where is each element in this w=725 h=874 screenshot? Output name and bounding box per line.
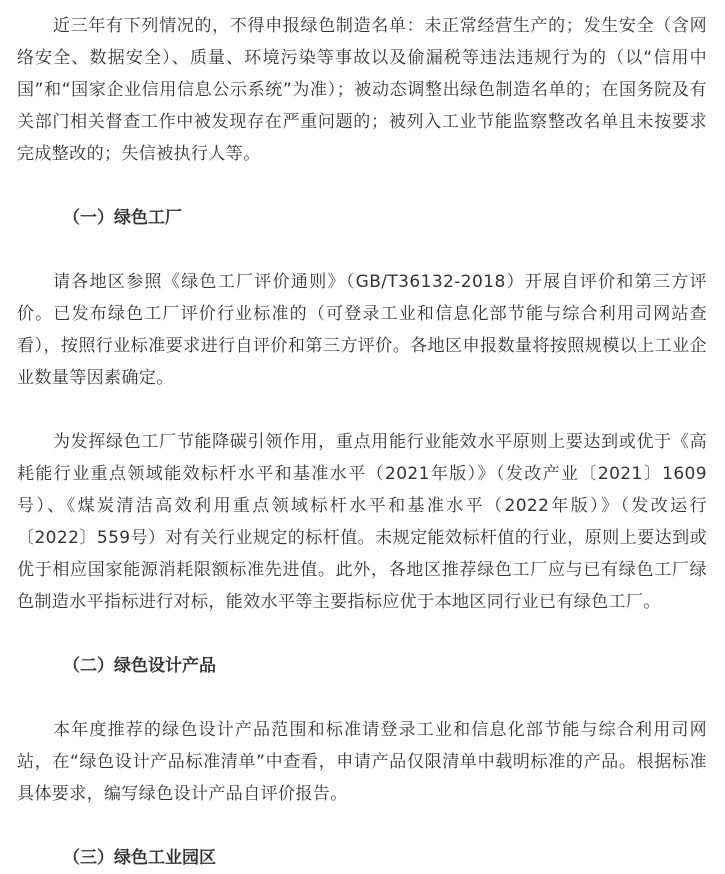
spacer [17,618,707,650]
paragraph-green-factory-energy: 为发挥绿色工厂节能降碳引领作用，重点用能行业能效水平原则上要达到或优于《高耗能行业重点领域能效标杆水平和基准水平（2021年版）》（发改产业〔2021〕1609号）、《煤炭清洁高效利用重点领域标杆水平和基准水平（2022年版）》（发改运行〔2022〕559号）对有关行业规定的标杆值。未规定能效标杆值的行业，原则上要达到或优于相应国家能源消耗限额标准先进值。此外，各地区推荐绿色工厂应与已有绿色工厂绿色制造水平指标进行对标，能效水平等主要指标应优于本地区同行业已有绿色工厂。 [17,432,707,612]
paragraph-green-design-product: 本年度推荐的绿色设计产品范围和标准请登录工业和信息化部节能与综合利用司网站，在“绿色设计产品标准清单”中查看，申请产品仅限清单中载明标准的产品。根据标准具体要求，编写绿色设计产品自评价报告。 [17,720,707,804]
spacer [17,170,707,202]
section-heading-green-design-product: （二）绿色设计产品 [63,656,216,676]
spacer [17,810,707,842]
article-body [17,10,707,874]
spacer [17,234,707,266]
section-heading-green-factory: （一）绿色工厂 [63,208,182,228]
spacer [17,682,707,714]
paragraph-green-factory-evaluation: 请各地区参照《绿色工厂评价通则》（GB/T36132-2018）开展自评价和第三方评价。已发布绿色工厂评价行业标准的（可登录工业和信息化部节能与综合利用司网站查看），按照行业标准要求进行自评价和第三方评价。各地区申报数量将按照规模以上工业企业数量等因素确定。 [17,272,707,388]
section-heading-green-industrial-park: （三）绿色工业园区 [63,848,216,868]
spacer [17,394,707,426]
paragraph-exclusion-conditions: 近三年有下列情况的，不得申报绿色制造名单：未正常经营生产的；发生安全（含网络安全、数据安全）、质量、环境污染等事故以及偷漏税等违法违规行为的（以“信用中国”和“国家企业信用信息公示系统”为准）；被动态调整出绿色制造名单的；在国务院及有关部门相关督查工作中被发现存在严重问题的；被列入工业节能监察整改名单且未按要求完成整改的；失信被执行人等。 [17,16,707,164]
